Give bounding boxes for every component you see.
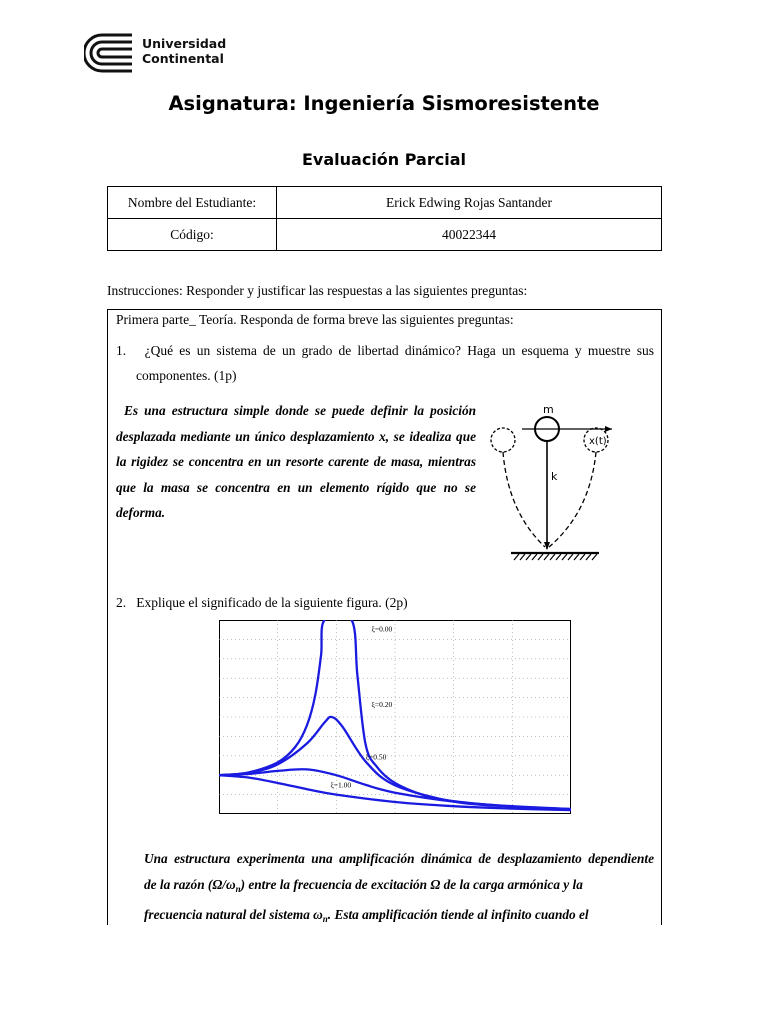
series-label-2: ξ=0.50	[365, 752, 387, 762]
student-name-value: Erick Edwing Rojas Santander	[277, 187, 662, 219]
answer2	[144, 846, 654, 933]
page-title: Asignatura: Ingeniería Sismoresistente	[168, 92, 600, 115]
mass-label: m	[543, 403, 554, 416]
chart-svg	[219, 620, 571, 814]
series-label-3: ξ=1.00	[330, 780, 352, 790]
deformed-shape-left	[503, 452, 545, 547]
university-logo	[84, 33, 227, 73]
amplification-chart	[219, 620, 571, 814]
answer1-line: deforma.	[116, 505, 166, 520]
series-label-0: ξ=0.00	[371, 624, 393, 634]
question1-number: 1.	[116, 343, 127, 358]
displacement-arrow-icon	[605, 426, 612, 432]
deformed-shape-right	[549, 452, 596, 547]
table-row	[108, 219, 662, 251]
logo-line2: Continental	[142, 51, 224, 66]
logo-wordmark	[142, 36, 226, 66]
question2	[116, 595, 408, 611]
displaced-mass-left	[491, 428, 515, 452]
stiffness-label: k	[551, 470, 558, 483]
answer2-line3-end: . Esta amplificación tiende al infinito cuando el	[327, 907, 589, 922]
displacement-label: x(t)	[589, 436, 607, 447]
answer1-line: la rigidez se concentra en un resorte carente de masa, mientras	[116, 454, 476, 469]
answer2-line2-start: de la razón (Ω/ω	[144, 876, 236, 892]
table-row	[108, 187, 662, 219]
student-name-label: Nombre del Estudiante:	[108, 187, 277, 219]
sdof-diagram	[484, 402, 620, 568]
instructions-text: Instrucciones: Responder y justificar las respuestas a las siguientes preguntas:	[107, 283, 528, 298]
answer1-line: Es una estructura simple donde se puede definir la posición	[124, 403, 476, 418]
student-code-label: Código:	[108, 219, 277, 251]
page-subtitle: Evaluación Parcial	[302, 150, 466, 169]
question2-number: 2.	[116, 595, 127, 610]
answer2-line2-end: ) entre la frecuencia de excitación Ω de la carga armónica y la	[240, 876, 583, 892]
question1-line1	[116, 343, 654, 359]
answer2-line2	[144, 872, 654, 903]
answer2-subscript: n	[235, 883, 241, 894]
question1-text: ¿Qué es un sistema de un grado de libertad dinámico? Haga un esquema y muestre sus	[144, 343, 655, 358]
answer1-line: desplazada mediante un único desplazamiento x, se idealiza que	[116, 428, 476, 444]
logo-emblem-icon	[84, 33, 136, 73]
part-title: Primera parte_ Teoría. Responda de forma breve las siguientes preguntas:	[116, 312, 514, 327]
answer2-line3	[144, 902, 654, 933]
ground-hatch	[514, 554, 597, 560]
series-label-1: ξ=0.20	[371, 699, 393, 709]
question2-text: Explique el significado de la siguiente figura. (2p)	[136, 595, 408, 610]
logo-line1: Universidad	[142, 36, 227, 51]
answer2-line3-start: frecuencia natural del sistema ω	[144, 907, 323, 922]
column-arrow-icon	[544, 542, 550, 550]
answer2-line1: Una estructura experimenta una amplificación dinámica de desplazamiento dependiente	[144, 851, 654, 866]
student-info-table	[107, 186, 662, 251]
question1-line2: componentes. (1p)	[136, 368, 237, 383]
answer1	[116, 398, 476, 526]
answer1-line: que la masa se concentra en un elemento rígido que no se	[116, 479, 476, 495]
answer2-subscript: n	[322, 914, 328, 924]
student-code-value: 40022344	[277, 219, 662, 251]
